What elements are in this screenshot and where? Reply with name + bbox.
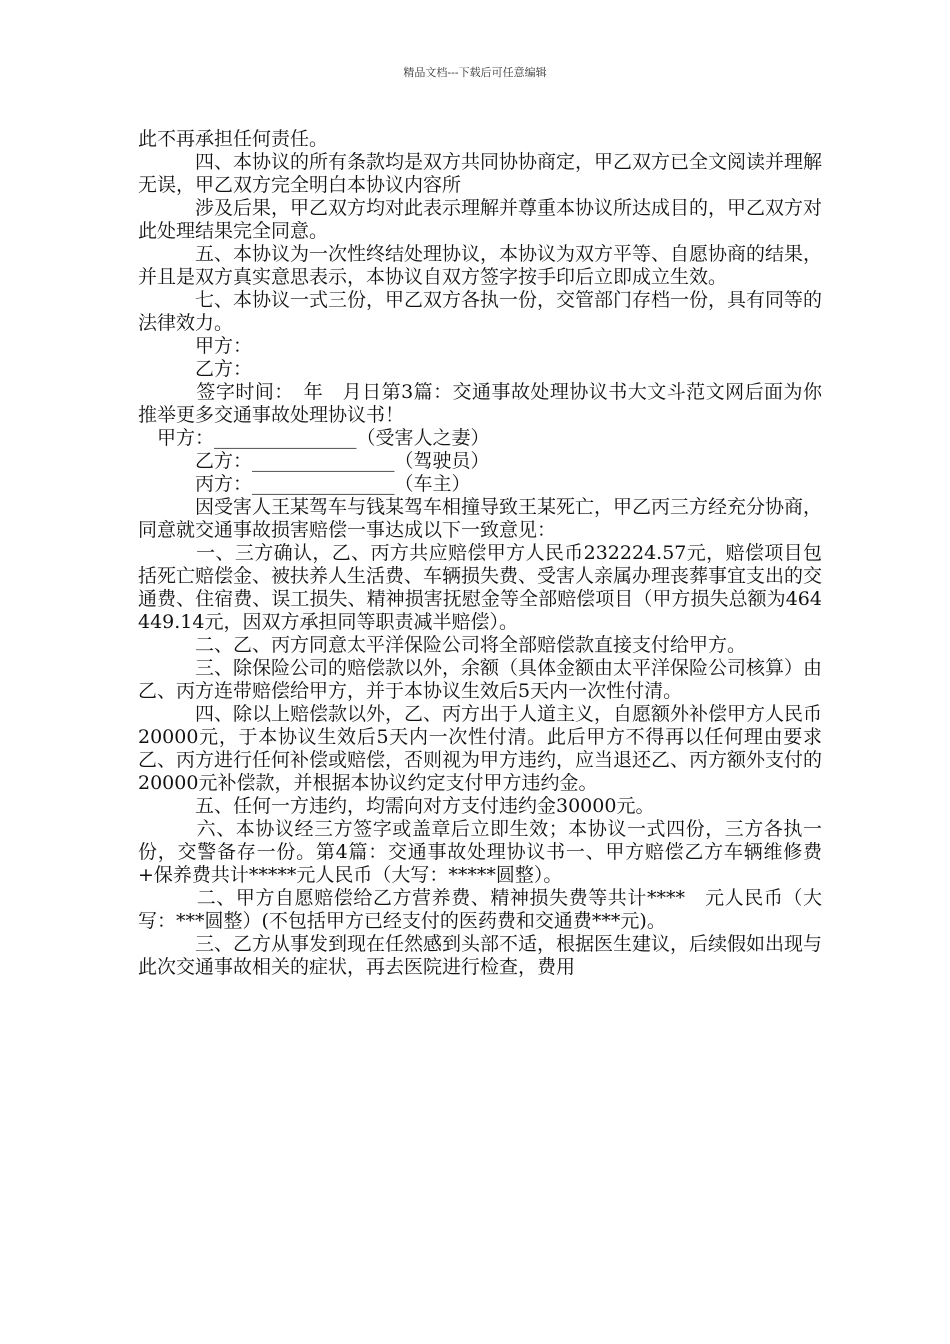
party-b-blank: 乙方：_______________（驾驶员）	[138, 450, 490, 472]
party-b-line: 乙方：	[138, 358, 253, 380]
paragraph: 五、任何一方违约，均需向对方支付违约金30000元。	[138, 795, 655, 817]
party-c-blank: 丙方：_______________（车主）	[138, 473, 471, 495]
paragraph: 三、除保险公司的赔偿款以外，余额（具体金额由太平洋保险公司核算）由乙、丙方连带赔偿给甲方，并于本协议生效后5天内一次性付清。	[138, 657, 823, 702]
paragraph: 七、本协议一式三份，甲乙双方各执一份，交管部门存档一份，具有同等的法律效力。	[138, 289, 823, 334]
paragraph: 因受害人王某驾车与钱某驾车相撞导致王某死亡，甲乙丙三方经充分协商，同意就交通事故损害赔偿一事达成以下一致意见：	[138, 496, 823, 541]
paragraph: 三、乙方从事发到现在任然感到头部不适，根据医生建议，后续假如出现与此次交通事故相关的症状，再去医院进行检查，费用	[138, 933, 823, 978]
page-header: 精品文档---下载后可任意编辑	[403, 66, 547, 79]
party-a-line: 甲方：	[138, 335, 253, 357]
paragraph: 六、本协议经三方签字或盖章后立即生效；本协议一式四份，三方各执一份，交警备存一份。第4篇：交通事故处理协议书一、甲方赔偿乙方车辆维修费+保养费共计*****元人民币（大写：*****圆整）。	[138, 818, 822, 886]
paragraph: 四、本协议的所有条款均是双方共同协协商定，甲乙双方已全文阅读并理解无误，甲乙双方完全明白本协议内容所	[138, 151, 823, 196]
paragraph: 此不再承担任何责任。	[138, 128, 329, 150]
document-body	[138, 128, 822, 979]
paragraph: 二、甲方自愿赔偿给乙方营养费、精神损失费等共计**** 元人民币（大写：***圆整）(不包括甲方已经支付的医药费和交通费***元)。	[138, 887, 822, 932]
paragraph: 一、三方确认，乙、丙方共应赔偿甲方人民币232224.57元，赔偿项目包括死亡赔偿金、被扶养人生活费、车辆损失费、受害人亲属办理丧葬事宜支出的交通费、住宿费、误工损失、精神损害抚慰金等全部赔偿项目（甲方损失总额为464449.14元，因双方承担同等职责减半赔偿）。	[138, 542, 823, 633]
party-a-blank: 甲方：_______________（受害人之妻）	[138, 427, 490, 449]
paragraph: 涉及后果，甲乙双方均对此表示理解并尊重本协议所达成目的，甲乙双方对此处理结果完全同意。	[138, 197, 823, 242]
paragraph: 二、乙、丙方同意太平洋保险公司将全部赔偿款直接支付给甲方。	[138, 634, 747, 656]
paragraph: 四、除以上赔偿款以外，乙、丙方出于人道主义，自愿额外补偿甲方人民币20000元，于本协议生效后5天内一次性付清。此后甲方不得再以任何理由要求乙、丙方进行任何补偿或赔偿，否则视为甲方违约，应当退还乙、丙方额外支付的20000元补偿款，并根据本协议约定支付甲方违约金。	[138, 703, 823, 794]
paragraph: 五、本协议为一次性终结处理协议，本协议为双方平等、自愿协商的结果，并且是双方真实意思表示，本协议自双方签字按手印后立即成立生效。	[138, 243, 823, 288]
signature-date-line: 签字时间： 年 月日第3篇：交通事故处理协议书大文斗范文网后面为你推举更多交通事故处理协议书！	[138, 381, 822, 426]
